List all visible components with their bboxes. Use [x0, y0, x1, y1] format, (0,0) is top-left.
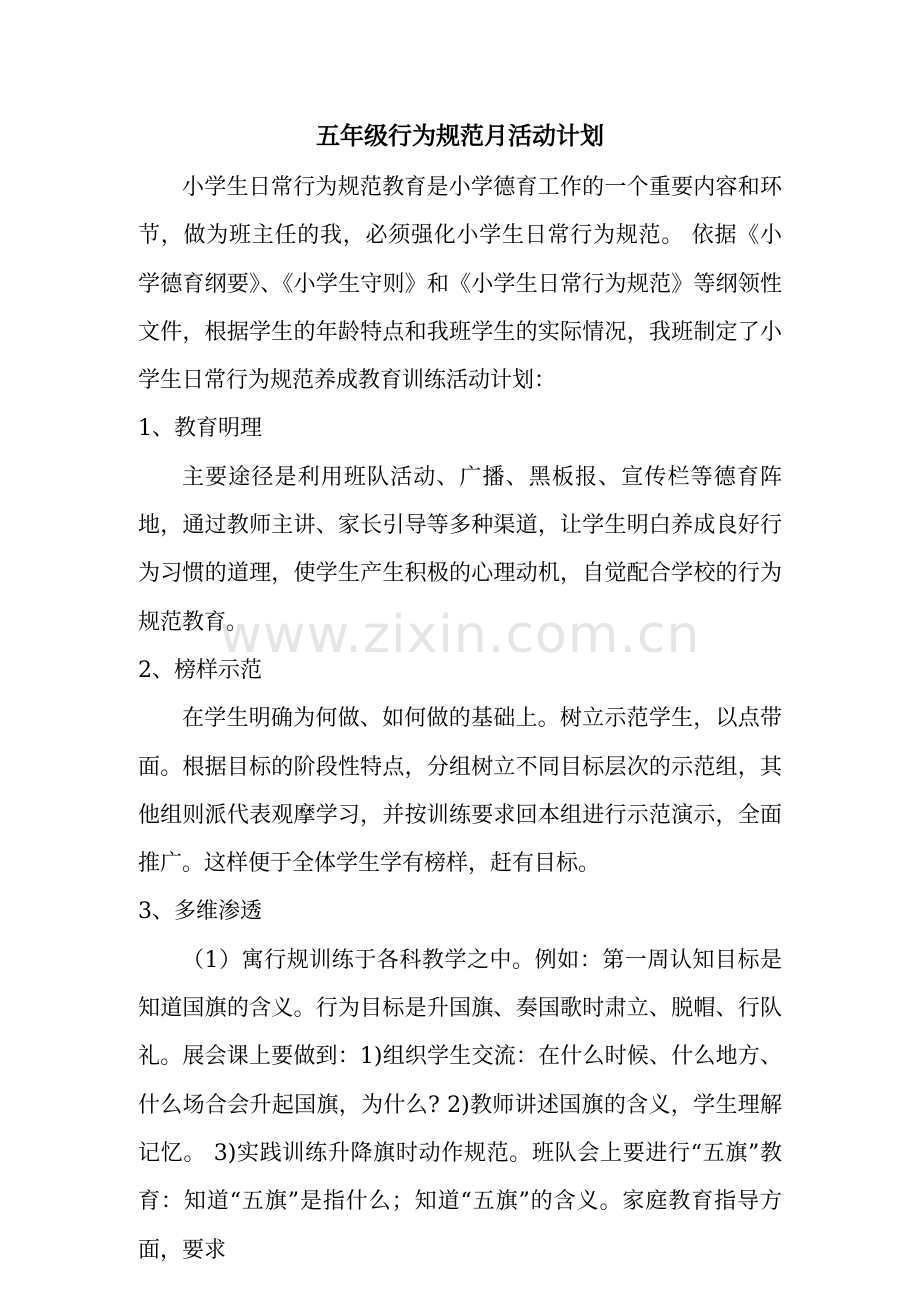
section-heading-1: 1、教育明理	[138, 416, 262, 442]
section-heading-2: 2、榜样示范	[138, 657, 262, 683]
document-body	[138, 164, 782, 1275]
section-paragraph-3: （1）寓行规训练于各科教学之中。例如：第一周认知目标是知道国旗的含义。行为目标是升国旗、奏国歌时肃立、脱帽、行队礼。展会课上要做到：1)组织学生交流：在什么时候、什么地方、什么场合会升起国旗，为什么? 2)教师讲述国旗的含义，学生理解记忆。 3)实践训练升降旗时动作规范。班队会上要进行“五旗”教育：知道“五旗”是指什么；知道“五旗”的含义。家庭教育指导方面，要求	[138, 947, 782, 1263]
section-paragraph-1: 主要途径是利用班队活动、广播、黑板报、宣传栏等德育阵地，通过教师主讲、家长引导等多种渠道，让学生明白养成良好行为习惯的道理，使学生产生积极的心理动机，自觉配合学校的行为规范教育。	[138, 464, 782, 635]
section-heading-3: 3、多维渗透	[138, 899, 262, 925]
document-title: 五年级行为规范月活动计划	[316, 121, 604, 150]
watermark: www.zixin.com.cn	[219, 605, 701, 665]
intro-paragraph: 小学生日常行为规范教育是小学德育工作的一个重要内容和环节，做为班主任的我，必须强化小学生日常行为规范。 依据《小学德育纲要》、《小学生守则》和《小学生日常行为规范》等纲领性文件，根据学生的年龄特点和我班学生的实际情况，我班制定了小学生日常行为规范养成教育训练活动计划：	[138, 175, 782, 394]
section-paragraph-2: 在学生明确为何做、如何做的基础上。树立示范学生，以点带面。根据目标的阶段性特点，分组树立不同目标层次的示范组，其他组则派代表观摩学习，并按训练要求回本组进行示范演示，全面推广。这样便于全体学生学有榜样，赶有目标。	[138, 706, 782, 877]
